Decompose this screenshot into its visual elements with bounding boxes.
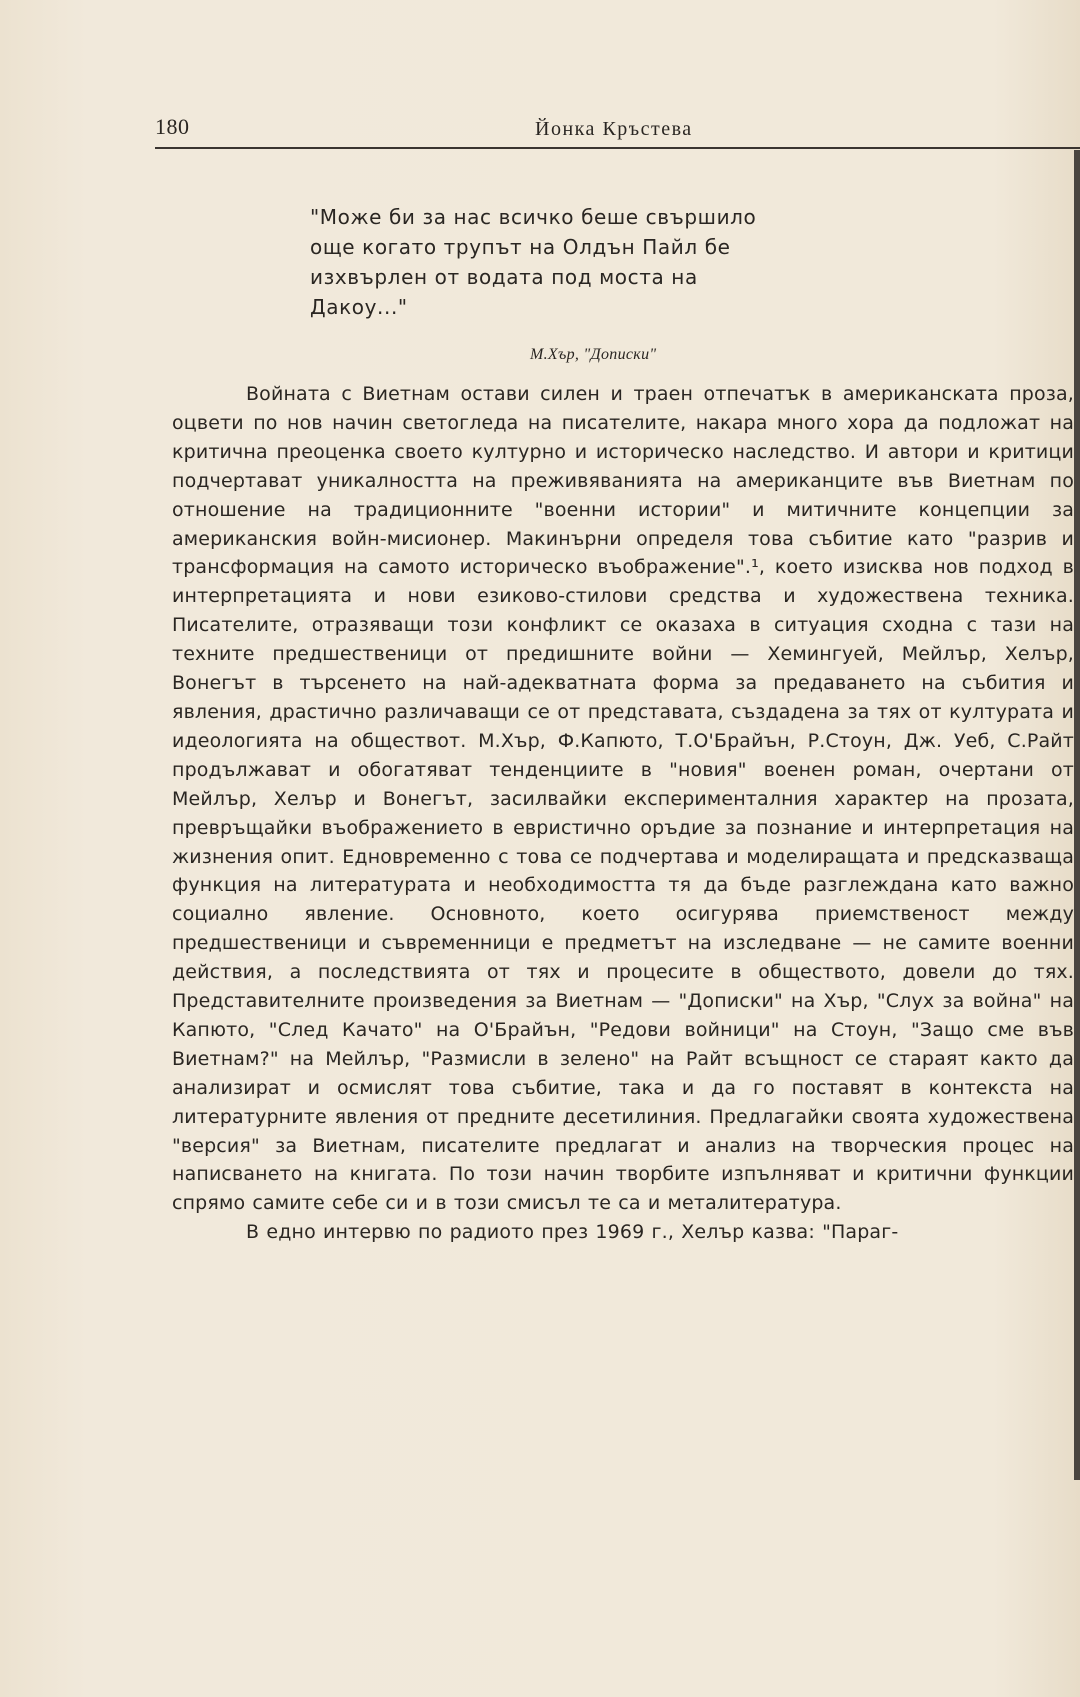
- page-header: [155, 110, 1080, 150]
- epigraph-line: още когато трупът на Олдън Пайл бе: [310, 235, 731, 259]
- paragraph: Войната с Виетнам остави силен и траен отпечатък в американската проза, оцвети по нов начин светогледа на писателите, накара много хора да подложат на критична преоценка своето културно и историческо наследство. И автори и критици подчертават уникалността на преживяванията на американците във Виетнам по отношение на традиционните "военни истории" и митичните концепции за американския войн-мисионер. Макинърни определя това събитие като "разрив и трансформация на самото историческо въображение".¹, което изисква нов подход в интерпретацията и нови езиково-стилови средства и художествена техника. Писателите, отразяващи този конфликт се оказаха в ситуация сходна с тази на техните предшественици от предишните войни — Хемингуей, Мейлър, Хелър, Вонегът в търсенето на най-адекватната форма за предаването на събития и явления, драстично различаващи се от представата, създадена за тях от културата и идеологията на обществот. М.Хър, Ф.Капюто, Т.О'Брайън, Р.Стоун, Дж. Уеб, С.Райт продължават и обогатяват тенденциите в "новия" военен роман, очертани от Мейлър, Хелър и Вонегът, засилвайки експерименталния характер на прозата, превръщайки въображението в евристично оръдие за познание и интерпретация на жизнения опит. Едновременно с това се подчертава и моделиращата и предсказваща функция на литературата и необходимостта тя да бъде разглеждана като важно социално явление. Основното, което осигурява приемственост между предшественици и съвременници е предметът на изследване — не самите военни действия, а последствията от тях и процесите в обществото, довели до тях. Представителните произведения за Виетнам — "Дописки" на Хър, "Слух за война" на Капюто, "След Качато" на О'Брайън, "Редови войници" на Стоун, "Защо сме във Виетнам?" на Мейлър, "Размисли в зелено" на Райт всъщност се стараят както да анализират и осмислят това събитие, така и да го поставят в контекста на литературните явления от предните десетилиния. Предлагайки своята художествена "версия" за Виетнам, писателите предлагат и анализ на творческия процес на написването на книгата. По този начин творбите изпълняват и критични функции спрямо самите себе си и в този смисъл те са и металитература.: [172, 383, 1074, 1215]
- epigraph-line: изхвърлен от водата под моста на: [310, 265, 698, 289]
- body-text: [172, 380, 1074, 1247]
- page-edge-shadow: [1074, 150, 1080, 1480]
- epigraph: [310, 202, 870, 322]
- page-number: 180: [155, 114, 190, 139]
- running-head-author: Йонка Кръстева: [535, 118, 693, 140]
- epigraph-attribution: М.Хър, "Дописки": [530, 346, 657, 363]
- paragraph: В едно интервю по радиото през 1969 г., Хелър казва: "Параг-: [246, 1221, 899, 1244]
- epigraph-line: Дакоу...": [310, 295, 408, 319]
- epigraph-line: "Може би за нас всичко беше свършило: [310, 205, 757, 229]
- header-rule: [155, 147, 1080, 149]
